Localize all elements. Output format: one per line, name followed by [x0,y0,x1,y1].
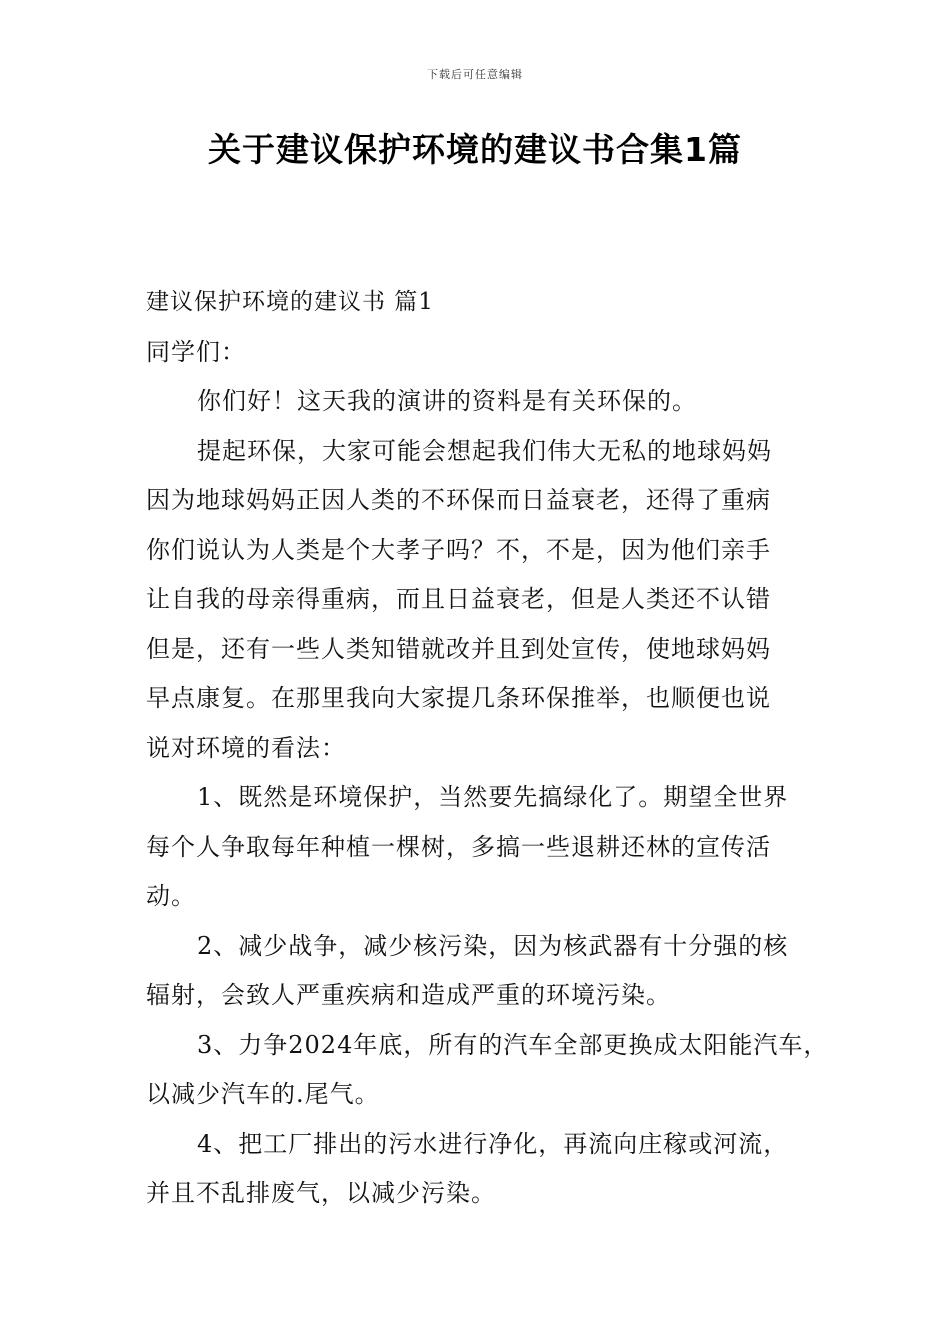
paragraph-line: 2、减少战争，减少核污染，因为核武器有十分强的核 [197,931,789,960]
paragraph-line: 每个人争取每年种植一棵树，多搞一些退耕还林的宣传活 [146,832,771,861]
paragraph-line: 3、力争2024年底，所有的汽车全部更换成太阳能汽车， [197,1030,829,1059]
document-body [146,278,829,1219]
paragraph-line: 说对环境的看法： [146,733,346,762]
paragraph-line: 因为地球妈妈正因人类的不环保而日益衰老，还得了重病 [146,486,771,514]
paragraph-line: 4、把工厂排出的污水进行净化，再流向庄稼或河流， [197,1129,789,1158]
document-title: 关于建议保护环境的建议书合集1篇 [208,130,742,169]
salutation: 同学们： [146,337,246,366]
paragraph-line: 辐射，会致人严重疾病和造成严重的环境污染。 [146,981,671,1009]
paragraph-line: 让自我的母亲得重病，而且日益衰老，但是人类还不认错 [146,585,771,613]
header-note: 下载后可任意编辑 [427,68,523,81]
paragraph-line: 动。 [146,882,196,910]
paragraph-line: 以减少汽车的.尾气。 [146,1080,380,1108]
paragraph-line: 早点康复。在那里我向大家提几条环保推举，也顺便也说 [146,684,771,712]
paragraph-line: 并且不乱排废气，以减少污染。 [146,1179,496,1207]
paragraph-line: 1、既然是环境保护，当然要先搞绿化了。期望全世界 [197,783,789,811]
paragraph-line: 提起环保，大家可能会想起我们伟大无私的地球妈妈 [197,436,772,465]
section-title: 建议保护环境的建议书 篇1 [146,289,434,315]
paragraph-line: 你们说认为人类是个大孝子吗？不，不是，因为他们亲手 [146,535,771,564]
paragraph-line: 但是，还有一些人类知错就改并且到处宣传，使地球妈妈 [146,634,771,663]
paragraph-line: 你们好！这天我的演讲的资料是有关环保的。 [197,387,697,415]
